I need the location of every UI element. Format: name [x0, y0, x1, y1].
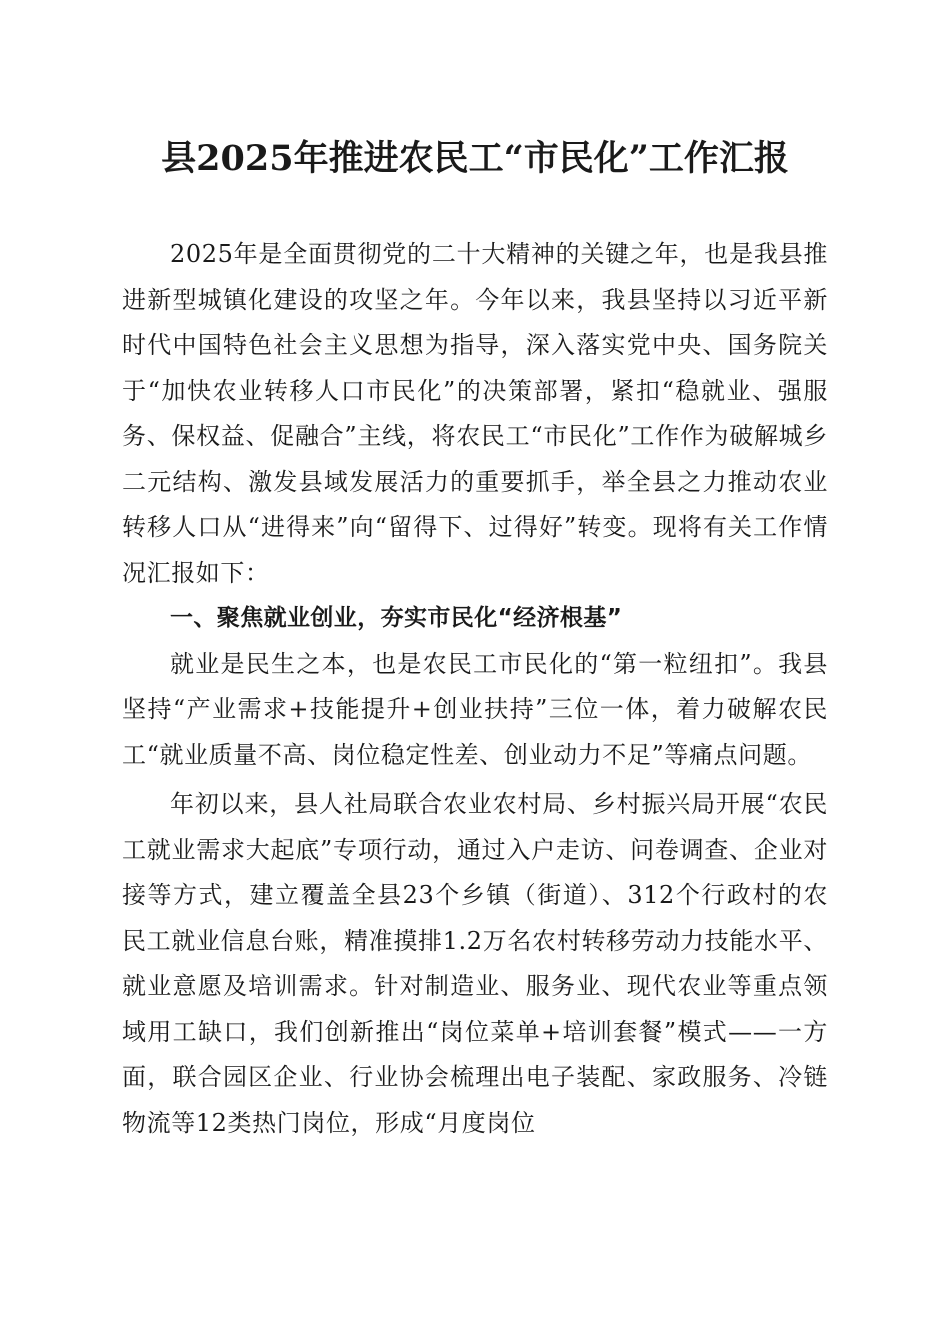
section-heading: 一、聚焦就业创业，夯实市民化“经济根基” [170, 605, 623, 631]
body-paragraph: 就业是民生之本，也是农民工市民化的“第一粒纽扣”。我县坚持“产业需求+技能提升+创业扶持”三位一体，着力破解农民工“就业质量不高、岗位稳定性差、创业动力不足”等痛点问题。 [122, 649, 828, 769]
document-title: 县2025年推进农民工“市民化”工作汇报 [161, 138, 789, 179]
document-body [122, 232, 828, 1146]
body-paragraph: 年初以来，县人社局联合农业农村局、乡村振兴局开展“农民工就业需求大起底”专项行动，通过入户走访、问卷调查、企业对接等方式，建立覆盖全县23个乡镇（街道）、312个行政村的农民工就业信息台账，精准摸排1.2万名农村转移劳动力技能水平、就业意愿及培训需求。针对制造业、服务业、现代农业等重点领域用工缺口，我们创新推出“岗位菜单+培训套餐”模式——一方面，联合园区企业、行业协会梳理出电子装配、家政服务、冷链物流等12类热门岗位，形成“月度岗位 [122, 790, 828, 1137]
intro-paragraph: 2025年是全面贯彻党的二十大精神的关键之年，也是我县推进新型城镇化建设的攻坚之年。今年以来，我县坚持以习近平新时代中国特色社会主义思想为指导，深入落实党中央、国务院关于“加快农业转移人口市民化”的决策部署，紧扣“稳就业、强服务、保权益、促融合”主线，将农民工“市民化”工作作为破解城乡二元结构、激发县域发展活力的重要抓手，举全县之力推动农业转移人口从“进得来”向“留得下、过得好”转变。现将有关工作情况汇报如下： [122, 240, 828, 587]
